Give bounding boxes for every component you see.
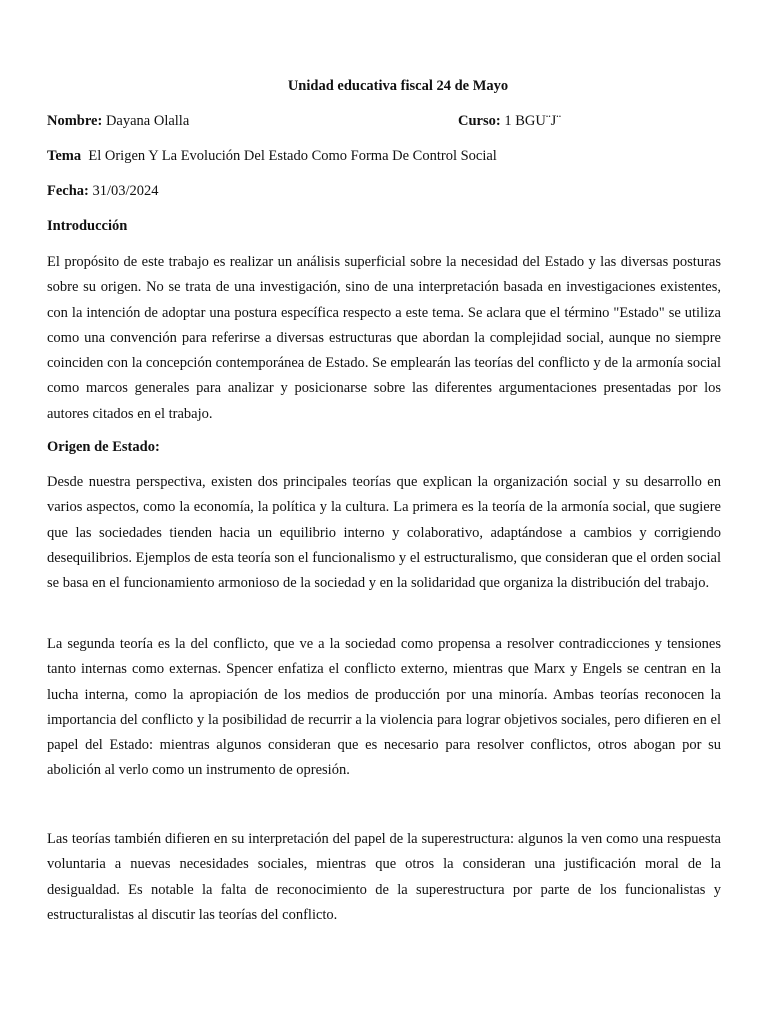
name-line xyxy=(47,113,189,130)
origin-paragraph-1: Desde nuestra perspectiva, existen dos principales teorías que explican la organización social y su desarrollo en varios aspectos, como la economía, la política y la cultura. La primera es la teoría de la armonía social, que sugiere que las sociedades tienden hacia un equilibrio interno y colaborativo, adaptándose a cambios y corrigiendo desequilibrios. Ejemplos de esta teoría son el funcionalismo y el estructuralismo, que consideran que el orden social se basa en el funcionamiento armonioso de la sociedad y en la solidaridad que organiza la distribución del trabajo. xyxy=(47,474,721,592)
date-value: 31/03/2024 xyxy=(92,183,159,199)
course-value: 1 BGU¨J¨ xyxy=(504,113,562,129)
date-line xyxy=(47,183,159,200)
intro-heading: Introducción xyxy=(47,218,128,234)
intro-paragraph: El propósito de este trabajo es realizar un análisis superficial sobre la necesidad del Estado y las diversas posturas sobre su origen. No se trata de una investigación, sino de una interpretación basada en investigaciones existentes, con la intención de adoptar una postura específica respecto a este tema. Se aclara que el término "Estado" se utiliza como una convención para referirse a diversas estructuras que abordan la complejidad social, aunque no siempre coinciden con la concepción contemporánea de Estado. Se emplearán las teorías del conflicto y de la armonía social como marcos generales para analizar y posicionarse sobre las diferentes argumentaciones presentadas por los autores citados en el trabajo. xyxy=(47,254,721,422)
origin-paragraph-2: La segunda teoría es la del conflicto, que ve a la sociedad como propensa a resolver contradicciones y tensiones tanto internas como externas. Spencer enfatiza el conflicto externo, mientras que Marx y Engels se centran en la lucha interna, como la apropiación de los medios de producción por una minoría. Ambas teorías reconocen la importancia del conflicto y la posibilidad de recurrir a la violencia para lograr objetivos sociales, pero difieren en el papel del Estado: mientras algunos consideran que es necesario para resolver conflictos, otros abogan por su abolición al verlo como un instrumento de opresión. xyxy=(47,636,721,779)
origin-heading: Origen de Estado: xyxy=(47,439,160,455)
topic-value: El Origen Y La Evolución Del Estado Como Forma De Control Social xyxy=(88,148,497,164)
topic-label: Tema xyxy=(47,148,82,164)
date-label: Fecha: xyxy=(47,183,89,199)
topic-line xyxy=(47,148,497,165)
course-line xyxy=(458,113,561,130)
name-label: Nombre: xyxy=(47,113,103,129)
name-value: Dayana Olalla xyxy=(105,113,190,129)
course-label: Curso: xyxy=(458,113,501,129)
school-title: Unidad educativa fiscal 24 de Mayo xyxy=(287,78,509,94)
origin-paragraph-3: Las teorías también difieren en su interpretación del papel de la superestructura: algunos la ven como una respuesta voluntaria a nuevas necesidades sociales, mientras que otros la consideran una justificación moral de la desigualdad. Es notable la falta de reconocimiento de la superestructura por parte de los funcionalistas y estructuralistas al discutir las teorías del conflicto. xyxy=(47,831,721,923)
